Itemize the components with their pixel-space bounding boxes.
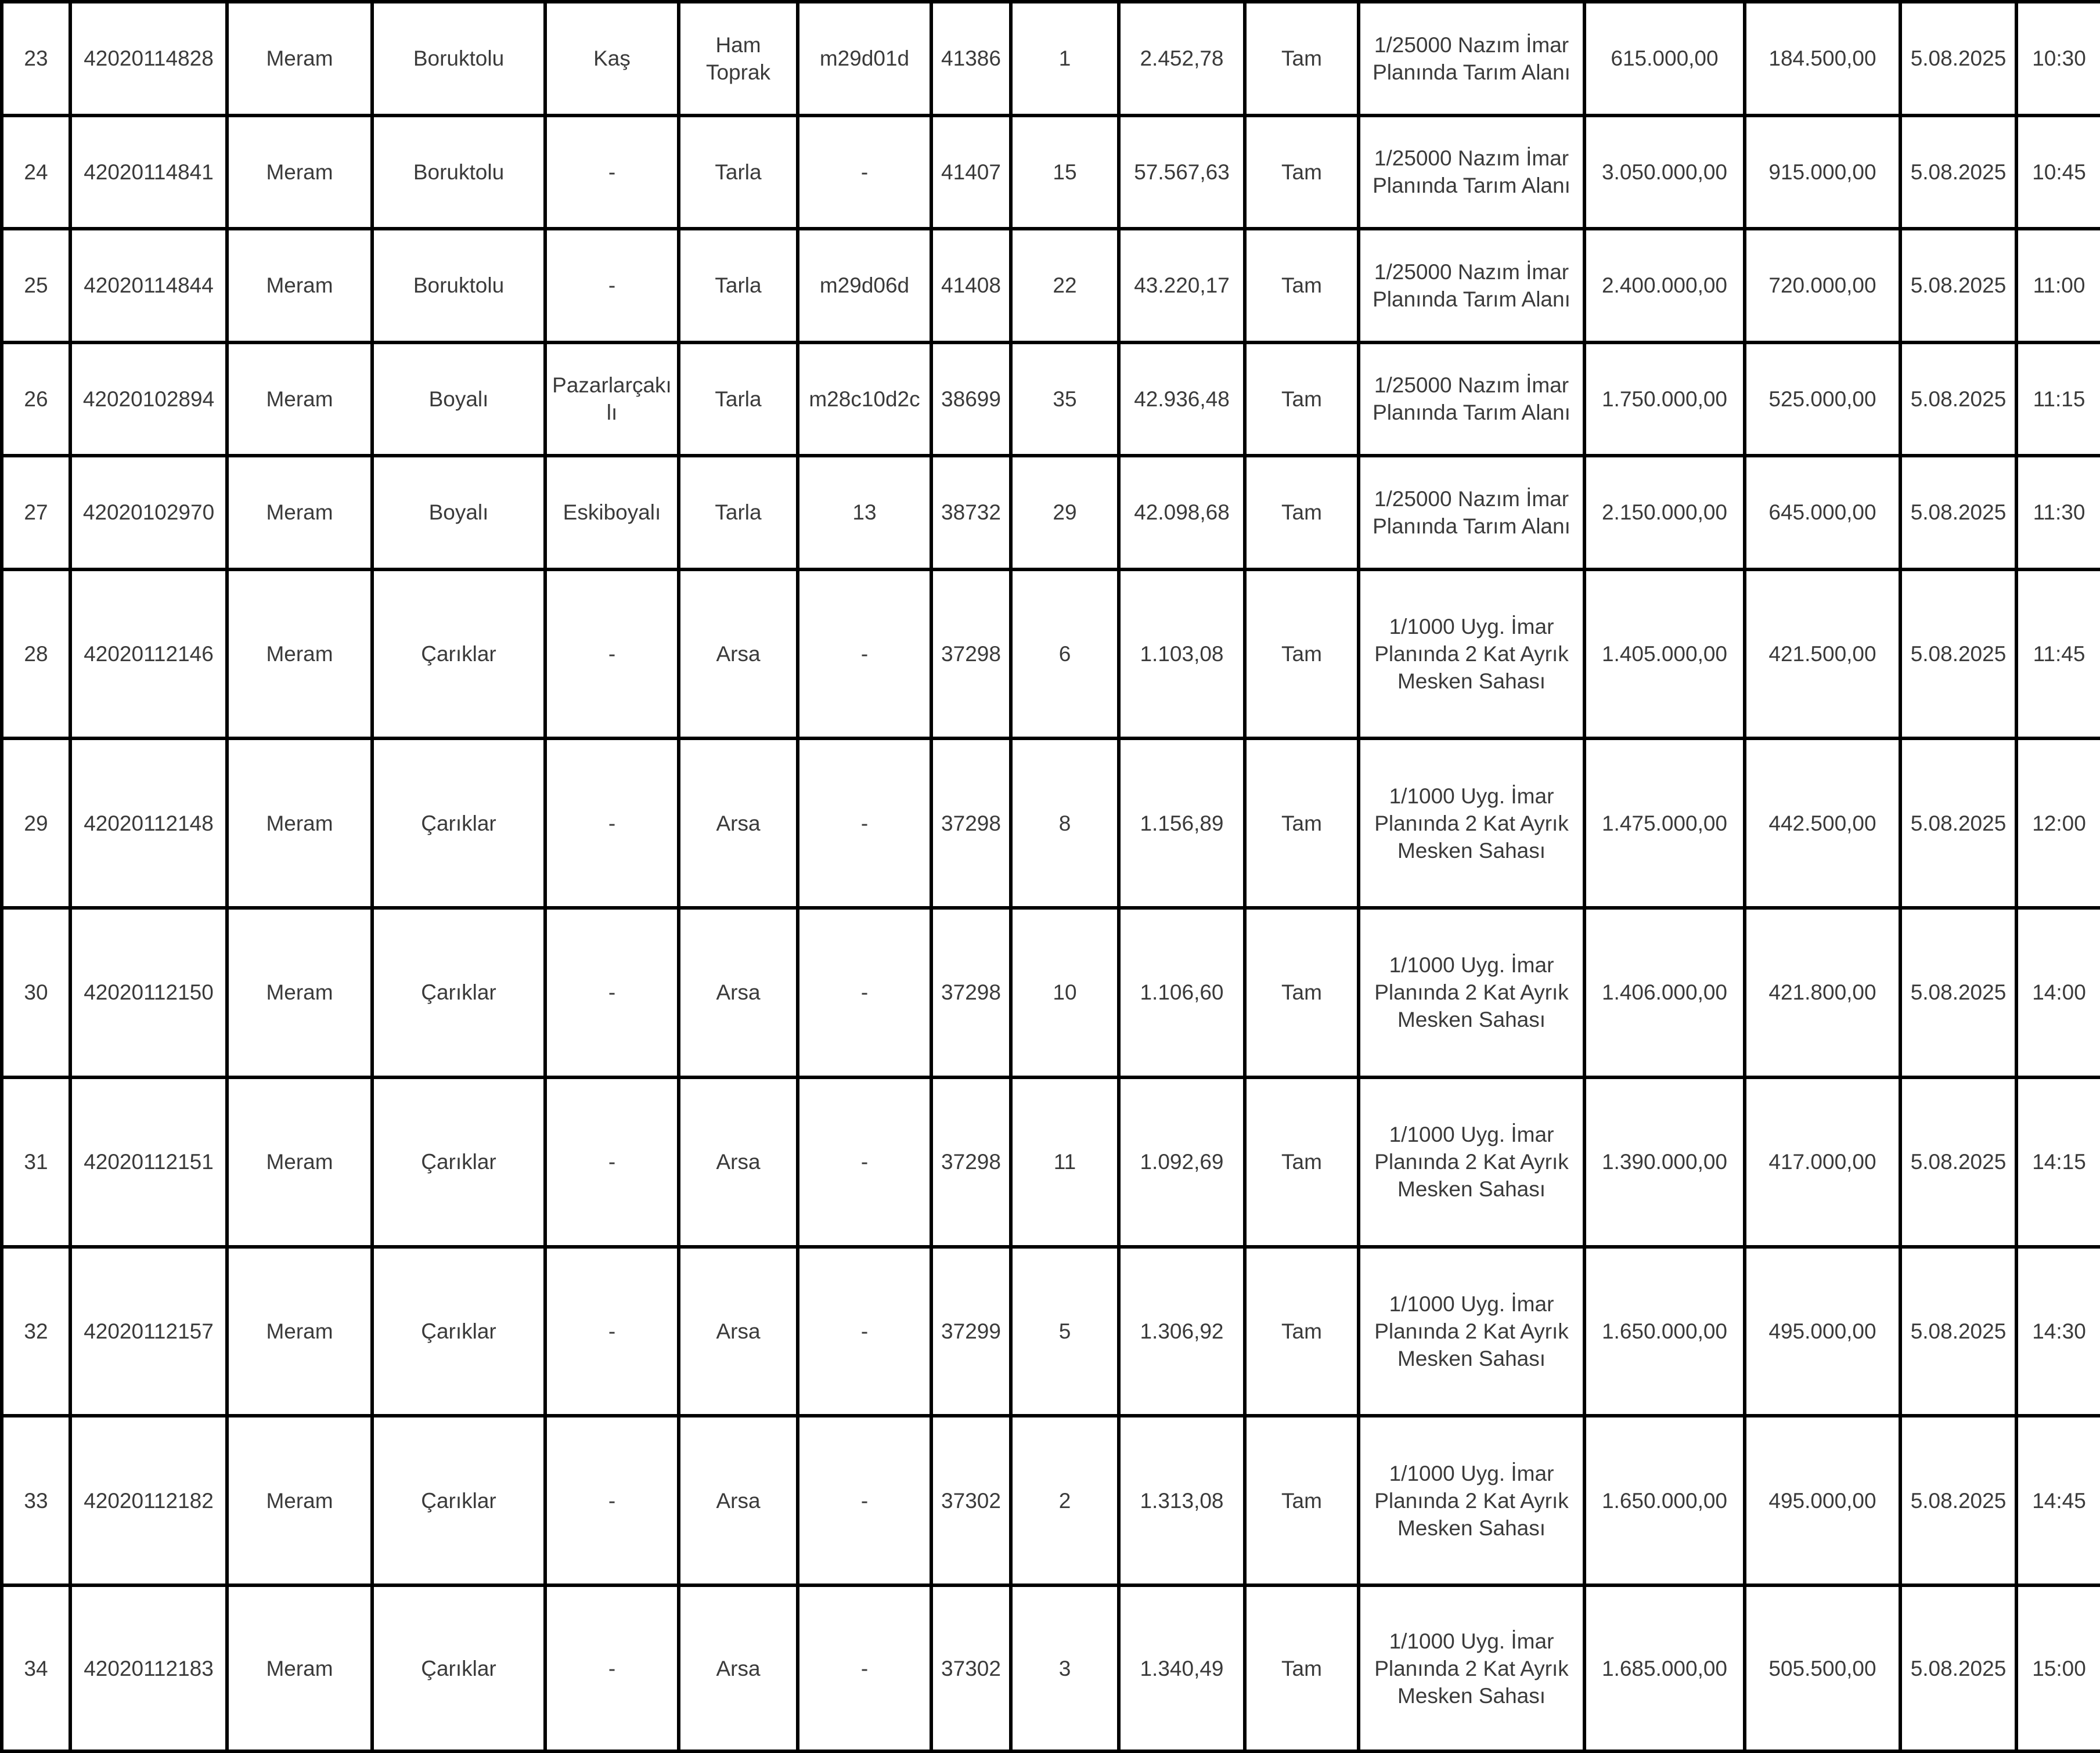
parcel-id-cell: 42020112150 (70, 908, 227, 1077)
share-cell: Tam (1245, 2, 1359, 116)
parcel-number-cell: 5 (1011, 1247, 1119, 1416)
share-cell: Tam (1245, 229, 1359, 342)
map-sheet-cell: - (798, 1585, 931, 1751)
auction-date-cell: 5.08.2025 (1900, 1416, 2016, 1585)
parcel-number-cell: 6 (1011, 569, 1119, 739)
row-number-cell: 28 (2, 569, 70, 739)
zoning-status-cell: 1/1000 Uyg. İmar Planında 2 Kat Ayrık Mesken Sahası (1359, 569, 1584, 739)
share-cell: Tam (1245, 342, 1359, 456)
property-type-cell: Tarla (679, 116, 798, 229)
locality-cell: Pazarlarçakı lı (545, 342, 679, 456)
table-row (2, 1416, 2100, 1585)
row-number-cell: 32 (2, 1247, 70, 1416)
parcel-number-cell: 8 (1011, 738, 1119, 908)
row-number-cell: 27 (2, 456, 70, 569)
zoning-status-cell: 1/1000 Uyg. İmar Planında 2 Kat Ayrık Mesken Sahası (1359, 1416, 1584, 1585)
map-sheet-cell: - (798, 116, 931, 229)
district-cell: Meram (227, 1416, 372, 1585)
share-cell: Tam (1245, 116, 1359, 229)
district-cell: Meram (227, 456, 372, 569)
property-type-cell: Arsa (679, 1416, 798, 1585)
locality-cell: - (545, 1416, 679, 1585)
area-cell: 1.306,92 (1119, 1247, 1245, 1416)
area-cell: 57.567,63 (1119, 116, 1245, 229)
auction-time-cell: 14:00 (2016, 908, 2100, 1077)
locality-cell: - (545, 569, 679, 739)
zoning-status-cell: 1/25000 Nazım İmar Planında Tarım Alanı (1359, 116, 1584, 229)
share-cell: Tam (1245, 1585, 1359, 1751)
block-number-cell: 37299 (931, 1247, 1011, 1416)
deposit-cell: 495.000,00 (1745, 1416, 1900, 1585)
parcel-id-cell: 42020112148 (70, 738, 227, 908)
share-cell: Tam (1245, 569, 1359, 739)
map-sheet-cell: - (798, 908, 931, 1077)
deposit-cell: 645.000,00 (1745, 456, 1900, 569)
locality-cell: Eskiboyalı (545, 456, 679, 569)
deposit-cell: 184.500,00 (1745, 2, 1900, 116)
area-cell: 42.936,48 (1119, 342, 1245, 456)
auction-date-cell: 5.08.2025 (1900, 116, 2016, 229)
row-number-cell: 33 (2, 1416, 70, 1585)
neighborhood-cell: Boruktolu (372, 116, 545, 229)
parcel-id-cell: 42020114841 (70, 116, 227, 229)
auction-date-cell: 5.08.2025 (1900, 738, 2016, 908)
parcel-number-cell: 2 (1011, 1416, 1119, 1585)
map-sheet-cell: - (798, 569, 931, 739)
locality-cell: - (545, 738, 679, 908)
locality-cell: Kaş (545, 2, 679, 116)
share-cell: Tam (1245, 1077, 1359, 1247)
zoning-status-cell: 1/25000 Nazım İmar Planında Tarım Alanı (1359, 2, 1584, 116)
property-type-cell: Arsa (679, 738, 798, 908)
block-number-cell: 37298 (931, 569, 1011, 739)
parcel-number-cell: 22 (1011, 229, 1119, 342)
auction-time-cell: 11:15 (2016, 342, 2100, 456)
locality-cell: - (545, 1077, 679, 1247)
auction-time-cell: 14:15 (2016, 1077, 2100, 1247)
deposit-cell: 417.000,00 (1745, 1077, 1900, 1247)
auction-date-cell: 5.08.2025 (1900, 342, 2016, 456)
property-type-cell: Arsa (679, 1585, 798, 1751)
neighborhood-cell: Çarıklar (372, 1077, 545, 1247)
district-cell: Meram (227, 1247, 372, 1416)
block-number-cell: 38732 (931, 456, 1011, 569)
deposit-cell: 915.000,00 (1745, 116, 1900, 229)
auction-date-cell: 5.08.2025 (1900, 1077, 2016, 1247)
zoning-status-cell: 1/1000 Uyg. İmar Planında 2 Kat Ayrık Mesken Sahası (1359, 1247, 1584, 1416)
neighborhood-cell: Çarıklar (372, 1416, 545, 1585)
area-cell: 1.103,08 (1119, 569, 1245, 739)
parcel-id-cell: 42020112151 (70, 1077, 227, 1247)
deposit-cell: 525.000,00 (1745, 342, 1900, 456)
table-row (2, 1585, 2100, 1751)
auction-date-cell: 5.08.2025 (1900, 229, 2016, 342)
auction-time-cell: 14:30 (2016, 1247, 2100, 1416)
block-number-cell: 37298 (931, 908, 1011, 1077)
block-number-cell: 37298 (931, 738, 1011, 908)
neighborhood-cell: Çarıklar (372, 1247, 545, 1416)
row-number-cell: 26 (2, 342, 70, 456)
estimated-value-cell: 2.150.000,00 (1584, 456, 1745, 569)
block-number-cell: 37302 (931, 1416, 1011, 1585)
row-number-cell: 24 (2, 116, 70, 229)
district-cell: Meram (227, 908, 372, 1077)
estimated-value-cell: 1.390.000,00 (1584, 1077, 1745, 1247)
share-cell: Tam (1245, 738, 1359, 908)
map-sheet-cell: m28c10d2c (798, 342, 931, 456)
neighborhood-cell: Çarıklar (372, 1585, 545, 1751)
parcel-id-cell: 42020114844 (70, 229, 227, 342)
auction-time-cell: 11:30 (2016, 456, 2100, 569)
property-type-cell: Ham Toprak (679, 2, 798, 116)
auction-time-cell: 12:00 (2016, 738, 2100, 908)
auction-date-cell: 5.08.2025 (1900, 1585, 2016, 1751)
district-cell: Meram (227, 2, 372, 116)
estimated-value-cell: 1.650.000,00 (1584, 1247, 1745, 1416)
area-cell: 1.106,60 (1119, 908, 1245, 1077)
estimated-value-cell: 1.406.000,00 (1584, 908, 1745, 1077)
block-number-cell: 41408 (931, 229, 1011, 342)
row-number-cell: 30 (2, 908, 70, 1077)
deposit-cell: 421.500,00 (1745, 569, 1900, 739)
parcel-id-cell: 42020112182 (70, 1416, 227, 1585)
deposit-cell: 720.000,00 (1745, 229, 1900, 342)
parcel-id-cell: 42020112157 (70, 1247, 227, 1416)
table-row (2, 342, 2100, 456)
share-cell: Tam (1245, 1416, 1359, 1585)
zoning-status-cell: 1/25000 Nazım İmar Planında Tarım Alanı (1359, 342, 1584, 456)
parcel-id-cell: 42020112146 (70, 569, 227, 739)
map-sheet-cell: - (798, 738, 931, 908)
district-cell: Meram (227, 229, 372, 342)
table-row (2, 1247, 2100, 1416)
locality-cell: - (545, 908, 679, 1077)
share-cell: Tam (1245, 1247, 1359, 1416)
property-type-cell: Tarla (679, 342, 798, 456)
auction-date-cell: 5.08.2025 (1900, 569, 2016, 739)
neighborhood-cell: Çarıklar (372, 569, 545, 739)
deposit-cell: 505.500,00 (1745, 1585, 1900, 1751)
auction-date-cell: 5.08.2025 (1900, 908, 2016, 1077)
table-row (2, 116, 2100, 229)
auction-time-cell: 15:00 (2016, 1585, 2100, 1751)
block-number-cell: 41386 (931, 2, 1011, 116)
table-row (2, 229, 2100, 342)
locality-cell: - (545, 116, 679, 229)
map-sheet-cell: m29d01d (798, 2, 931, 116)
estimated-value-cell: 2.400.000,00 (1584, 229, 1745, 342)
zoning-status-cell: 1/1000 Uyg. İmar Planında 2 Kat Ayrık Mesken Sahası (1359, 1585, 1584, 1751)
parcel-number-cell: 35 (1011, 342, 1119, 456)
area-cell: 1.340,49 (1119, 1585, 1245, 1751)
zoning-status-cell: 1/1000 Uyg. İmar Planında 2 Kat Ayrık Mesken Sahası (1359, 738, 1584, 908)
auction-date-cell: 5.08.2025 (1900, 2, 2016, 116)
table-row (2, 738, 2100, 908)
parcel-number-cell: 11 (1011, 1077, 1119, 1247)
parcel-id-cell: 42020114828 (70, 2, 227, 116)
row-number-cell: 23 (2, 2, 70, 116)
district-cell: Meram (227, 738, 372, 908)
neighborhood-cell: Çarıklar (372, 738, 545, 908)
area-cell: 1.092,69 (1119, 1077, 1245, 1247)
parcel-number-cell: 10 (1011, 908, 1119, 1077)
district-cell: Meram (227, 1585, 372, 1751)
table-row (2, 2, 2100, 116)
auction-date-cell: 5.08.2025 (1900, 456, 2016, 569)
property-type-cell: Arsa (679, 1077, 798, 1247)
table-row (2, 908, 2100, 1077)
zoning-status-cell: 1/1000 Uyg. İmar Planında 2 Kat Ayrık Mesken Sahası (1359, 1077, 1584, 1247)
district-cell: Meram (227, 569, 372, 739)
neighborhood-cell: Boruktolu (372, 229, 545, 342)
district-cell: Meram (227, 116, 372, 229)
property-type-cell: Arsa (679, 569, 798, 739)
property-type-cell: Arsa (679, 1247, 798, 1416)
map-sheet-cell: 13 (798, 456, 931, 569)
estimated-value-cell: 3.050.000,00 (1584, 116, 1745, 229)
zoning-status-cell: 1/25000 Nazım İmar Planında Tarım Alanı (1359, 229, 1584, 342)
table-row (2, 456, 2100, 569)
district-cell: Meram (227, 342, 372, 456)
deposit-cell: 421.800,00 (1745, 908, 1900, 1077)
auction-time-cell: 14:45 (2016, 1416, 2100, 1585)
zoning-status-cell: 1/1000 Uyg. İmar Planında 2 Kat Ayrık Mesken Sahası (1359, 908, 1584, 1077)
row-number-cell: 34 (2, 1585, 70, 1751)
auction-time-cell: 10:45 (2016, 116, 2100, 229)
estimated-value-cell: 1.750.000,00 (1584, 342, 1745, 456)
area-cell: 42.098,68 (1119, 456, 1245, 569)
estimated-value-cell: 1.685.000,00 (1584, 1585, 1745, 1751)
zoning-status-cell: 1/25000 Nazım İmar Planında Tarım Alanı (1359, 456, 1584, 569)
deposit-cell: 495.000,00 (1745, 1247, 1900, 1416)
parcel-id-cell: 42020102894 (70, 342, 227, 456)
parcel-number-cell: 3 (1011, 1585, 1119, 1751)
auction-time-cell: 10:30 (2016, 2, 2100, 116)
locality-cell: - (545, 1247, 679, 1416)
auction-date-cell: 5.08.2025 (1900, 1247, 2016, 1416)
estimated-value-cell: 1.405.000,00 (1584, 569, 1745, 739)
neighborhood-cell: Boyalı (372, 456, 545, 569)
estimated-value-cell: 1.650.000,00 (1584, 1416, 1745, 1585)
map-sheet-cell: - (798, 1247, 931, 1416)
map-sheet-cell: - (798, 1416, 931, 1585)
property-type-cell: Tarla (679, 456, 798, 569)
deposit-cell: 442.500,00 (1745, 738, 1900, 908)
neighborhood-cell: Çarıklar (372, 908, 545, 1077)
locality-cell: - (545, 229, 679, 342)
parcel-number-cell: 29 (1011, 456, 1119, 569)
area-cell: 1.156,89 (1119, 738, 1245, 908)
table-row (2, 569, 2100, 739)
row-number-cell: 31 (2, 1077, 70, 1247)
estimated-value-cell: 1.475.000,00 (1584, 738, 1745, 908)
parcel-number-cell: 1 (1011, 2, 1119, 116)
block-number-cell: 38699 (931, 342, 1011, 456)
area-cell: 1.313,08 (1119, 1416, 1245, 1585)
neighborhood-cell: Boyalı (372, 342, 545, 456)
parcel-number-cell: 15 (1011, 116, 1119, 229)
property-type-cell: Arsa (679, 908, 798, 1077)
map-sheet-cell: - (798, 1077, 931, 1247)
locality-cell: - (545, 1585, 679, 1751)
table-row (2, 1077, 2100, 1247)
neighborhood-cell: Boruktolu (372, 2, 545, 116)
property-type-cell: Tarla (679, 229, 798, 342)
estimated-value-cell: 615.000,00 (1584, 2, 1745, 116)
row-number-cell: 25 (2, 229, 70, 342)
map-sheet-cell: m29d06d (798, 229, 931, 342)
parcel-id-cell: 42020102970 (70, 456, 227, 569)
block-number-cell: 37298 (931, 1077, 1011, 1247)
auction-time-cell: 11:45 (2016, 569, 2100, 739)
auction-time-cell: 11:00 (2016, 229, 2100, 342)
row-number-cell: 29 (2, 738, 70, 908)
share-cell: Tam (1245, 908, 1359, 1077)
block-number-cell: 37302 (931, 1585, 1011, 1751)
area-cell: 2.452,78 (1119, 2, 1245, 116)
share-cell: Tam (1245, 456, 1359, 569)
block-number-cell: 41407 (931, 116, 1011, 229)
district-cell: Meram (227, 1077, 372, 1247)
area-cell: 43.220,17 (1119, 229, 1245, 342)
parcel-id-cell: 42020112183 (70, 1585, 227, 1751)
